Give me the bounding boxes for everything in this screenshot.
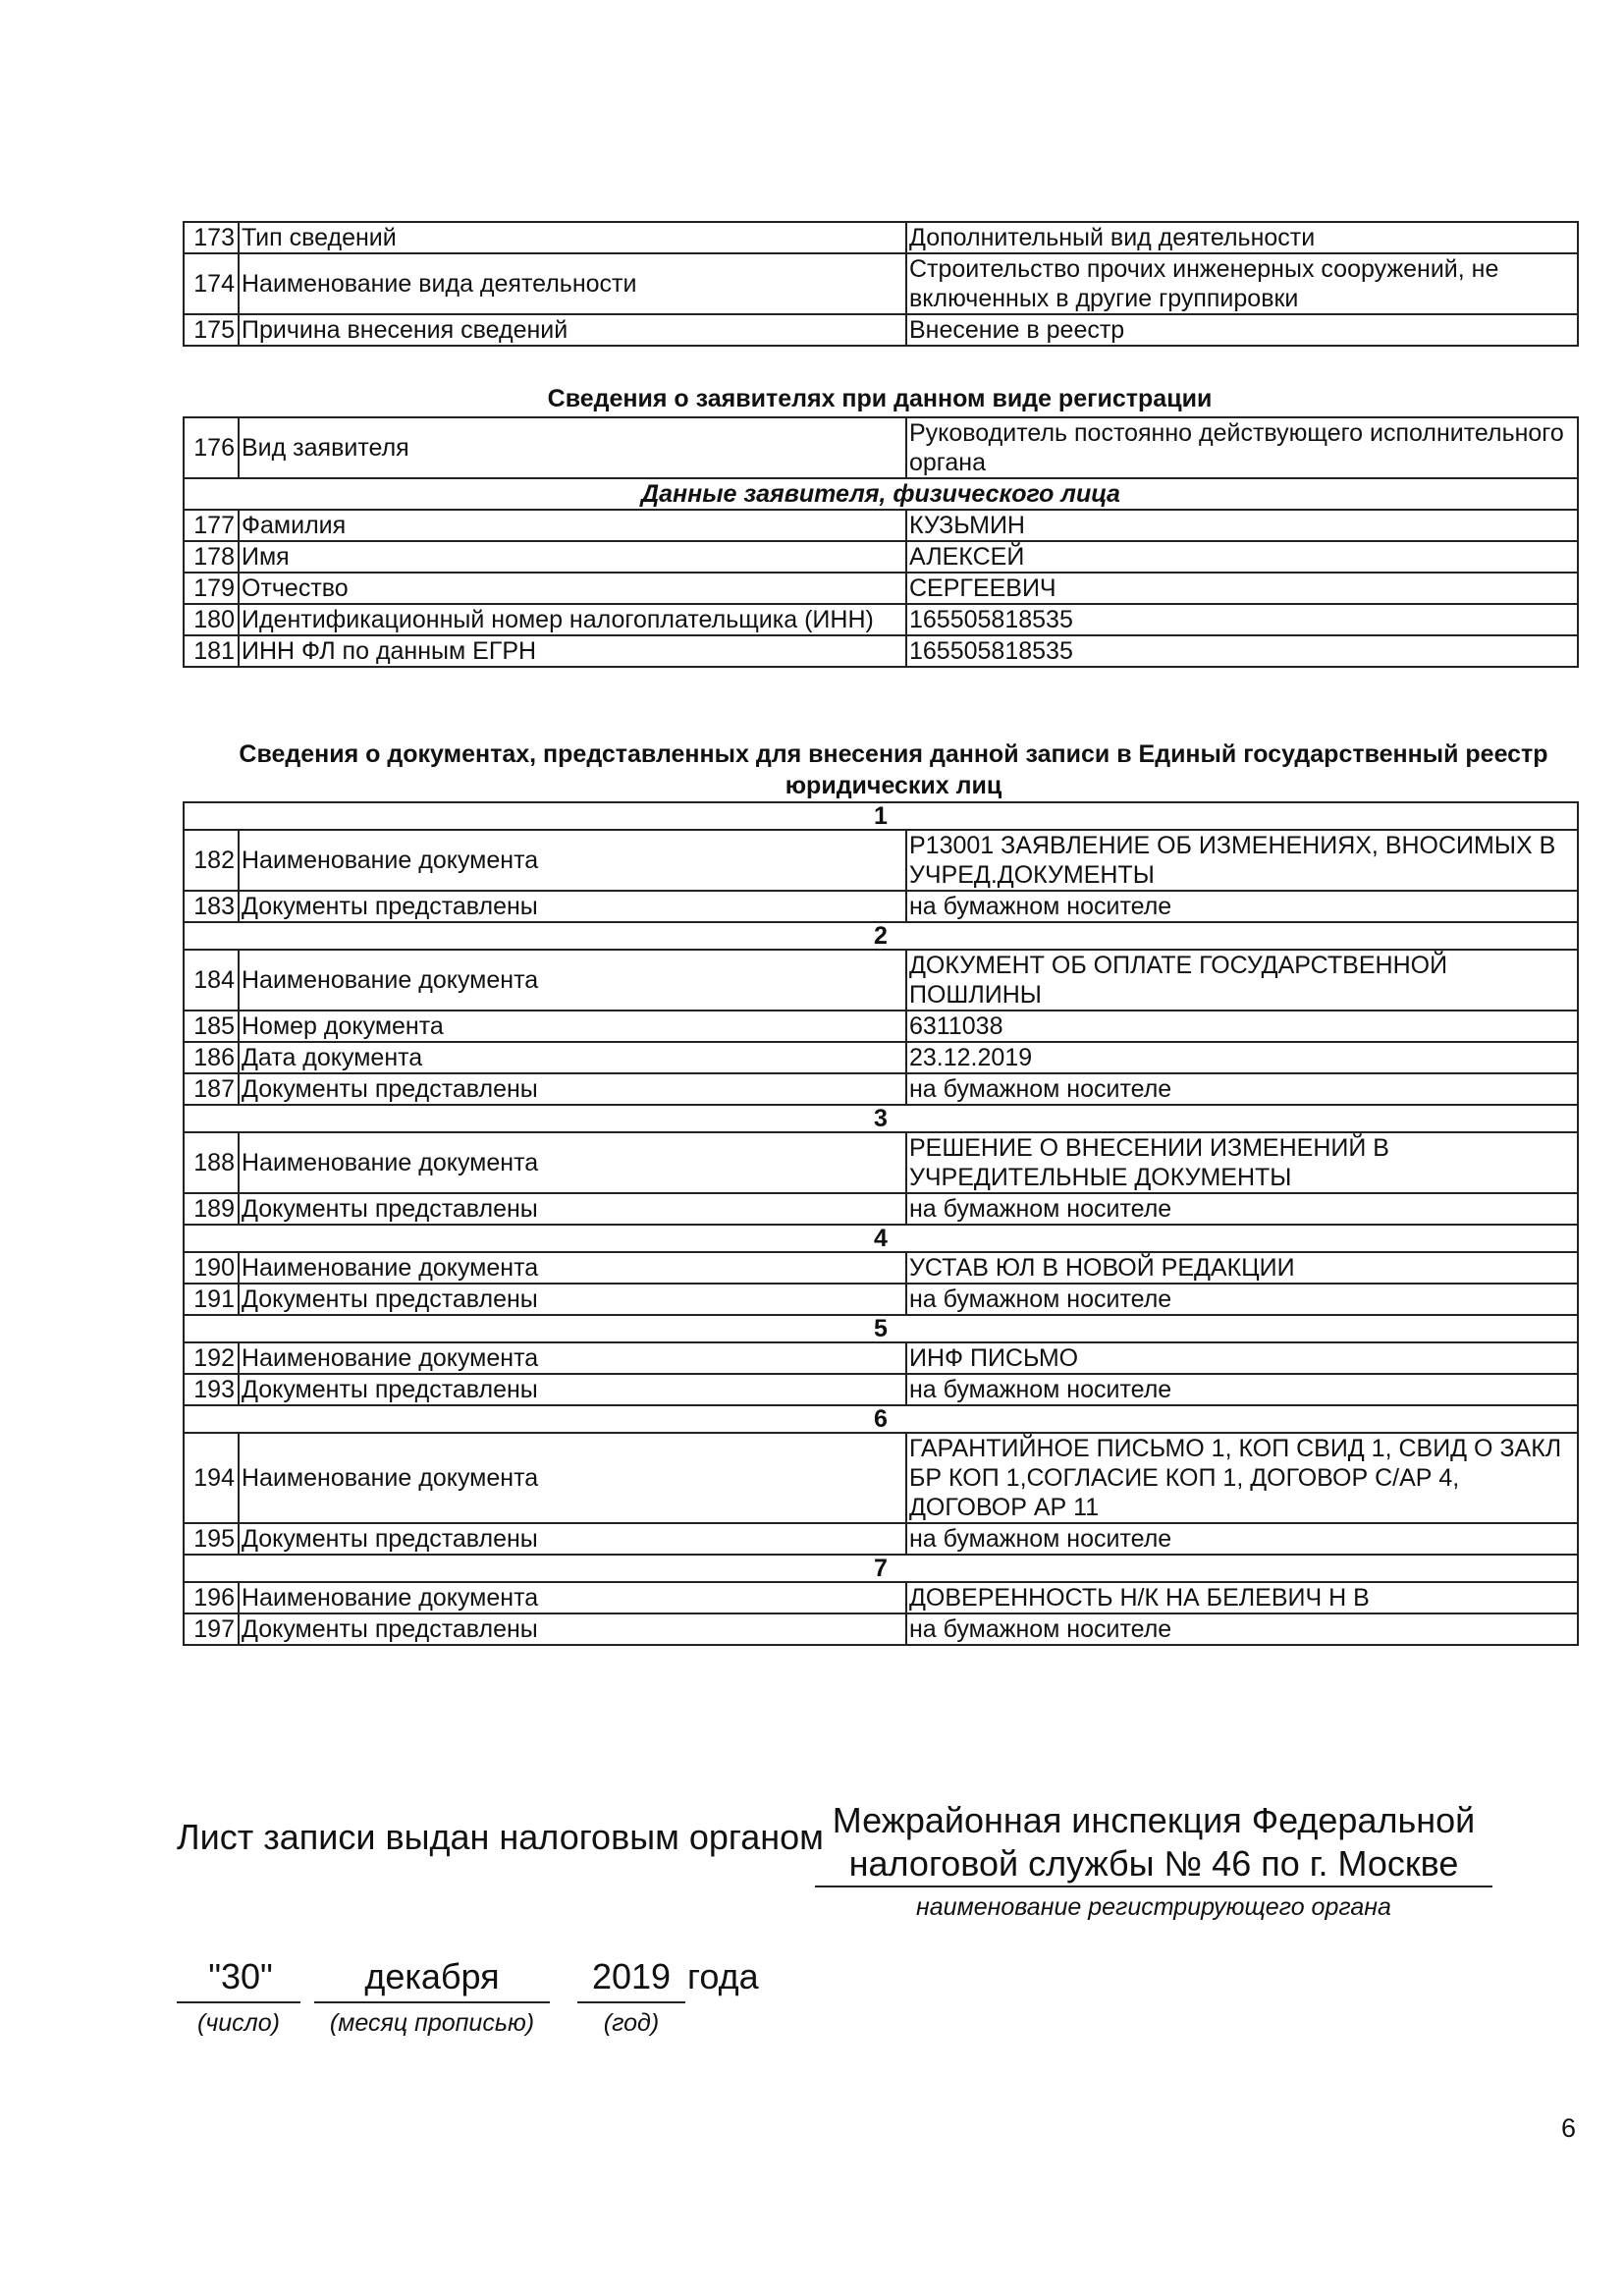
table-row xyxy=(184,1613,1578,1645)
row-label: Наименование документа xyxy=(239,1252,906,1284)
table-row xyxy=(184,1582,1578,1613)
table-row xyxy=(184,1433,1578,1523)
table-row xyxy=(184,253,1578,314)
group-index-row xyxy=(184,1225,1578,1252)
applicants-heading: Сведения о заявителях при данном виде регистрации xyxy=(547,385,1213,412)
table-row xyxy=(184,1011,1578,1042)
row-label: ИНН ФЛ по данным ЕГРН xyxy=(239,635,906,667)
table-subheading-row xyxy=(184,478,1578,510)
group-index: 5 xyxy=(184,1315,1578,1342)
row-number: 190 xyxy=(184,1252,239,1284)
table-row xyxy=(184,1523,1578,1555)
table-row xyxy=(184,1252,1578,1284)
table-row xyxy=(184,604,1578,635)
row-number: 173 xyxy=(184,222,239,253)
row-value: Руководитель постоянно действующего исполнительного органа xyxy=(906,417,1578,478)
row-label: Фамилия xyxy=(239,510,906,541)
table-row xyxy=(184,417,1578,478)
row-label: Номер документа xyxy=(239,1011,906,1042)
group-index: 4 xyxy=(184,1225,1578,1252)
date-month: декабря xyxy=(364,1956,500,1996)
row-value: ИНФ ПИСЬМО xyxy=(906,1342,1578,1374)
table-row xyxy=(184,1374,1578,1405)
row-value: на бумажном носителе xyxy=(906,1193,1578,1225)
issued-by-label: Лист записи выдан налоговым органом xyxy=(177,1817,824,1857)
group-index-row xyxy=(184,1405,1578,1433)
table-row xyxy=(184,222,1578,253)
group-index: 6 xyxy=(184,1405,1578,1433)
row-value: на бумажном носителе xyxy=(906,1613,1578,1645)
row-value: 165505818535 xyxy=(906,604,1578,635)
row-number: 191 xyxy=(184,1284,239,1315)
table-row xyxy=(184,510,1578,541)
row-number: 181 xyxy=(184,635,239,667)
table-row xyxy=(184,830,1578,891)
group-index: 2 xyxy=(184,922,1578,950)
row-label: Тип сведений xyxy=(239,222,906,253)
row-number: 188 xyxy=(184,1132,239,1193)
row-number: 178 xyxy=(184,541,239,573)
applicant-subheading: Данные заявителя, физического лица xyxy=(184,478,1578,510)
table-row xyxy=(184,314,1578,346)
row-number: 175 xyxy=(184,314,239,346)
table-row xyxy=(184,1073,1578,1105)
row-label: Документы представлены xyxy=(239,1073,906,1105)
row-number: 179 xyxy=(184,573,239,604)
table-row xyxy=(184,1132,1578,1193)
table-row xyxy=(184,1193,1578,1225)
row-label: Наименование документа xyxy=(239,1132,906,1193)
row-label: Документы представлены xyxy=(239,1613,906,1645)
row-value: ГАРАНТИЙНОЕ ПИСЬМО 1, КОП СВИД 1, СВИД О ЗАКЛ БР КОП 1,СОГЛАСИЕ КОП 1, ДОГОВОР С/АР 4, ДОГОВОР АР 11 xyxy=(906,1433,1578,1523)
group-index-row xyxy=(184,1555,1578,1582)
row-label: Наименование вида деятельности xyxy=(239,253,906,314)
row-value: СЕРГЕЕВИЧ xyxy=(906,573,1578,604)
row-number: 174 xyxy=(184,253,239,314)
table-row xyxy=(184,1042,1578,1073)
row-number: 194 xyxy=(184,1433,239,1523)
row-label: Документы представлены xyxy=(239,1284,906,1315)
table-row xyxy=(184,1342,1578,1374)
day-underline xyxy=(177,2001,300,2003)
organ-caption: наименование регистрирующего органа xyxy=(916,1893,1391,1921)
row-value: на бумажном носителе xyxy=(906,1284,1578,1315)
table-row xyxy=(184,541,1578,573)
table-row xyxy=(184,1284,1578,1315)
row-label: Наименование документа xyxy=(239,1342,906,1374)
row-label: Вид заявителя xyxy=(239,417,906,478)
row-label: Наименование документа xyxy=(239,950,906,1011)
row-label: Документы представлены xyxy=(239,1374,906,1405)
table-row xyxy=(184,635,1578,667)
row-label: Документы представлены xyxy=(239,1523,906,1555)
table-row xyxy=(184,573,1578,604)
activity-table xyxy=(183,221,1579,347)
row-label: Отчество xyxy=(239,573,906,604)
row-number: 180 xyxy=(184,604,239,635)
row-number: 192 xyxy=(184,1342,239,1374)
row-number: 197 xyxy=(184,1613,239,1645)
group-index-row xyxy=(184,922,1578,950)
table-row xyxy=(184,950,1578,1011)
row-value: Строительство прочих инженерных сооружений, не включенных в другие группировки xyxy=(906,253,1578,314)
group-index: 3 xyxy=(184,1105,1578,1132)
row-value: Дополнительный вид деятельности xyxy=(906,222,1578,253)
row-label: Наименование документа xyxy=(239,1433,906,1523)
month-underline xyxy=(314,2001,550,2003)
row-value: КУЗЬМИН xyxy=(906,510,1578,541)
year-caption: (год) xyxy=(603,2009,660,2037)
group-index-row xyxy=(184,802,1578,830)
row-number: 177 xyxy=(184,510,239,541)
row-number: 195 xyxy=(184,1523,239,1555)
group-index-row xyxy=(184,1315,1578,1342)
documents-heading: Сведения о документах, представленных для внесения данной записи в Единый государственный реестр юридических лиц xyxy=(239,740,1548,799)
row-value: Внесение в реестр xyxy=(906,314,1578,346)
row-number: 183 xyxy=(184,891,239,922)
row-value: Р13001 ЗАЯВЛЕНИЕ ОБ ИЗМЕНЕНИЯХ, ВНОСИМЫХ В УЧРЕД.ДОКУМЕНТЫ xyxy=(906,830,1578,891)
row-number: 187 xyxy=(184,1073,239,1105)
group-index-row xyxy=(184,1105,1578,1132)
row-number: 186 xyxy=(184,1042,239,1073)
day-caption: (число) xyxy=(197,2009,280,2037)
table-row xyxy=(184,891,1578,922)
organ-underline xyxy=(815,1886,1492,1887)
row-number: 193 xyxy=(184,1374,239,1405)
applicants-table xyxy=(183,416,1579,668)
documents-table xyxy=(183,801,1579,1646)
row-number: 176 xyxy=(184,417,239,478)
row-number: 185 xyxy=(184,1011,239,1042)
row-value: РЕШЕНИЕ О ВНЕСЕНИИ ИЗМЕНЕНИЙ В УЧРЕДИТЕЛЬНЫЕ ДОКУМЕНТЫ xyxy=(906,1132,1578,1193)
row-number: 196 xyxy=(184,1582,239,1613)
row-label: Документы представлены xyxy=(239,891,906,922)
registering-organ-name: Межрайонная инспекция Федеральной налоговой службы № 46 по г. Москве xyxy=(832,1800,1476,1884)
row-value: на бумажном носителе xyxy=(906,1374,1578,1405)
row-number: 189 xyxy=(184,1193,239,1225)
row-label: Документы представлены xyxy=(239,1193,906,1225)
date-year-suffix: года xyxy=(687,1956,759,1996)
row-value: ДОКУМЕНТ ОБ ОПЛАТЕ ГОСУДАРСТВЕННОЙ ПОШЛИНЫ xyxy=(906,950,1578,1011)
row-label: Причина внесения сведений xyxy=(239,314,906,346)
row-value: на бумажном носителе xyxy=(906,891,1578,922)
row-value: 165505818535 xyxy=(906,635,1578,667)
row-number: 182 xyxy=(184,830,239,891)
year-underline xyxy=(577,2001,685,2003)
row-value: АЛЕКСЕЙ xyxy=(906,541,1578,573)
row-label: Идентификационный номер налогоплательщика (ИНН) xyxy=(239,604,906,635)
row-label: Наименование документа xyxy=(239,830,906,891)
row-value: 23.12.2019 xyxy=(906,1042,1578,1073)
row-label: Наименование документа xyxy=(239,1582,906,1613)
row-label: Дата документа xyxy=(239,1042,906,1073)
group-index: 7 xyxy=(184,1555,1578,1582)
month-caption: (месяц прописью) xyxy=(329,2009,535,2037)
date-day: "30" xyxy=(208,1956,273,1996)
page-number: 6 xyxy=(1561,2113,1577,2143)
row-value: на бумажном носителе xyxy=(906,1073,1578,1105)
row-number: 184 xyxy=(184,950,239,1011)
row-value: ДОВЕРЕННОСТЬ Н/К НА БЕЛЕВИЧ Н В xyxy=(906,1582,1578,1613)
row-label: Имя xyxy=(239,541,906,573)
row-value: 6311038 xyxy=(906,1011,1578,1042)
row-value: УСТАВ ЮЛ В НОВОЙ РЕДАКЦИИ xyxy=(906,1252,1578,1284)
row-value: на бумажном носителе xyxy=(906,1523,1578,1555)
group-index: 1 xyxy=(184,802,1578,830)
date-year: 2019 xyxy=(591,1956,672,1996)
